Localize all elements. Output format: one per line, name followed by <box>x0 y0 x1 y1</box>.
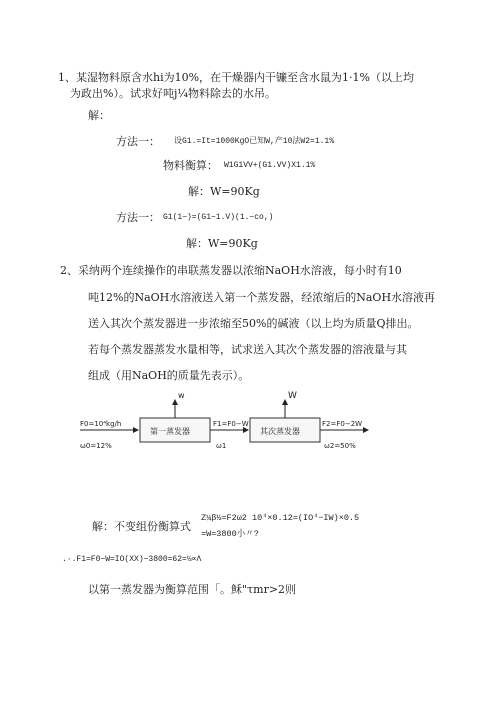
problem2-line2: 吨12%的NaOH水溶液送入第一个蒸发器，经浓缩后的NaOH水溶液再 <box>88 291 436 304</box>
problem1-line2: 为政出%）。试求好吨j¼物料除去的水吊。 <box>70 87 277 100</box>
mid-conc-label: ω1 <box>216 442 227 450</box>
solution2-eq1: Z¼β½=F2ω2 10⁴×0.12=(IO⁴−IW)×0.5 <box>201 513 360 523</box>
method2-text: G1(1−)=(G1−1.V)(1.−co,) <box>163 213 274 222</box>
problem2-line4: 若每个蒸发器蒸发水量相等，试求送入其次个蒸发器的溶液量与其 <box>88 343 407 356</box>
feed-conc-label: ω0=12% <box>80 442 112 450</box>
evaporator-flow-diagram <box>72 390 372 460</box>
problem2-line5: 组成（用NaOH的质量先表示）。 <box>88 369 250 382</box>
evaporator2-label: 其次蒸发器 <box>260 427 300 436</box>
out-conc-label: ω2=50% <box>324 442 356 450</box>
mid-flow-label: F1=F0−W <box>213 420 249 428</box>
balance-label: 物料衡算： <box>163 159 218 172</box>
answer2: 解：W=90Kg <box>186 237 258 250</box>
vapor-label-2: W <box>288 391 297 401</box>
method1-text: 设G1.=It=1000KgO已知W,产10法W2=1.1% <box>174 137 335 146</box>
solution2-eq2: =W=3800小〃? <box>201 529 259 539</box>
solution2-last: 以第一蒸发器为衡算范围「。稣"τmr>2则 <box>88 583 297 596</box>
problem2-line1: 2、采纳两个连续操作的串联蒸发器以浓缩NaOH水溶液，每小时有10 <box>60 264 402 277</box>
evaporator1-label: 第一蒸发器 <box>150 427 190 436</box>
problem1-line1: 1、某湿物料原含水hi为10%，在干燥器内干镰至含水鼠为1·1%（以上均 <box>58 71 414 84</box>
solution2-label: 解：不变组份衡算式 <box>92 520 191 533</box>
problem2-line3: 送入其次个蒸发器进一步浓缩至50%的碱液（以上均为质量Q排出。 <box>88 317 419 330</box>
method2-label: 方法一： <box>116 211 160 224</box>
feed-flow-label: F0=10⁴kg/h <box>80 420 122 428</box>
solution-label: 解： <box>88 109 110 122</box>
solution2-eq3: .·.F1=F0−W=IO(XX)−3800=62=½∝Λ <box>62 555 202 564</box>
answer1: 解：W=90Kg <box>188 185 260 198</box>
balance-text: W1G1VV+(G1.VV)X1.1% <box>224 161 316 170</box>
out-flow-label: F2=F0−2W <box>322 420 363 428</box>
vapor-label-1: w <box>178 391 185 400</box>
method1-label: 方法一： <box>116 135 160 148</box>
